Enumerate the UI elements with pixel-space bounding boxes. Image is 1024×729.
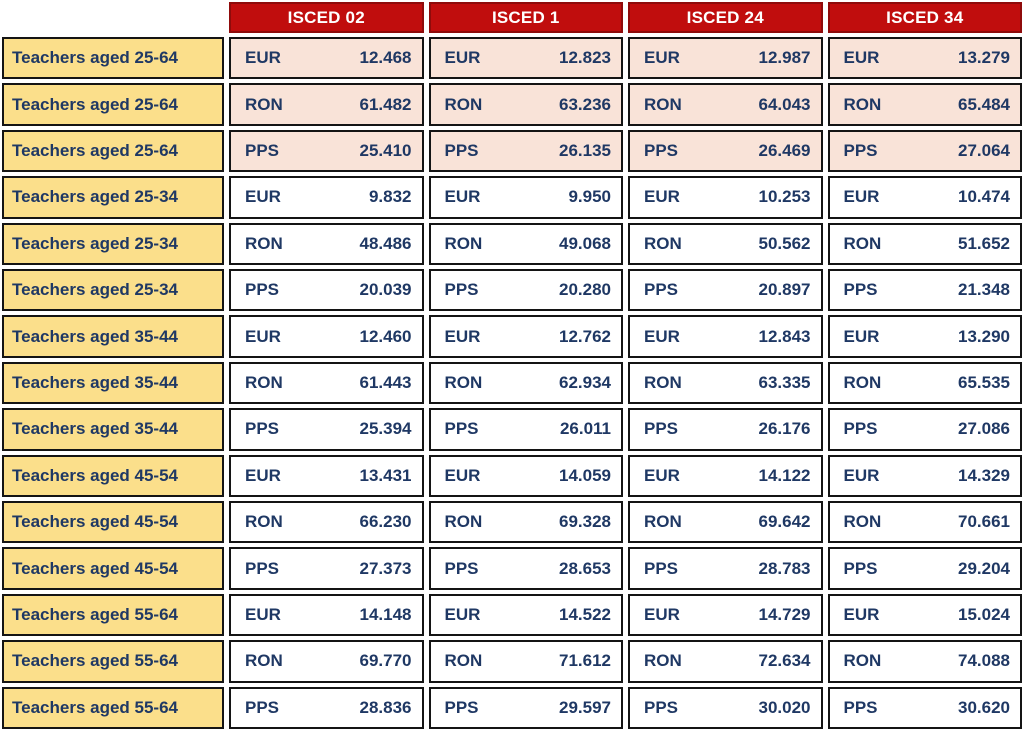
data-cell <box>628 594 823 636</box>
cell-value: 69.328 <box>559 512 611 532</box>
data-cell <box>229 315 424 357</box>
data-cell <box>828 594 1023 636</box>
cell-value: 61.443 <box>359 372 412 392</box>
data-cell <box>628 130 823 172</box>
unit-label: PPS <box>245 280 280 300</box>
cell-value: 74.088 <box>958 651 1010 671</box>
unit-label: RON <box>444 512 483 532</box>
data-cell <box>429 83 624 125</box>
cell-value: 62.934 <box>559 372 611 392</box>
column-header-isced-34: ISCED 34 <box>828 2 1023 33</box>
column-header-isced-02: ISCED 02 <box>229 2 424 33</box>
unit-label: PPS <box>245 140 280 160</box>
cell-value: 69.642 <box>758 512 811 532</box>
unit-label: EUR <box>644 604 680 624</box>
cell-value: 48.486 <box>359 233 412 253</box>
unit-label: EUR <box>444 604 481 624</box>
cell-value: 21.348 <box>958 280 1010 300</box>
cell-value: 65.484 <box>958 94 1010 114</box>
cell-value: 27.086 <box>958 419 1010 439</box>
cell-value: 66.230 <box>359 512 412 532</box>
data-cell <box>429 176 624 218</box>
cell-value: 13.431 <box>359 465 412 485</box>
cell-value: 30.620 <box>958 697 1010 717</box>
unit-label: EUR <box>444 326 481 346</box>
data-cell <box>628 362 823 404</box>
row-label: Teachers aged 55-64 <box>2 640 224 682</box>
unit-label: EUR <box>245 465 281 485</box>
unit-label: RON <box>245 372 283 392</box>
unit-label: RON <box>843 233 882 253</box>
unit-label: RON <box>644 512 682 532</box>
cell-value: 10.253 <box>758 187 811 207</box>
cell-value: 49.068 <box>559 233 611 253</box>
data-cell <box>229 362 424 404</box>
cell-value: 50.562 <box>758 233 811 253</box>
unit-label: RON <box>245 94 283 114</box>
data-cell <box>229 640 424 682</box>
cell-value: 29.204 <box>958 558 1010 578</box>
data-cell <box>429 687 624 729</box>
unit-label: EUR <box>444 187 481 207</box>
data-cell <box>429 223 624 265</box>
cell-value: 12.468 <box>359 48 412 68</box>
cell-value: 25.394 <box>359 419 412 439</box>
data-cell <box>628 176 823 218</box>
unit-label: PPS <box>444 558 479 578</box>
data-cell <box>429 362 624 404</box>
unit-label: PPS <box>644 419 679 439</box>
cell-value: 14.329 <box>958 465 1010 485</box>
unit-label: PPS <box>444 140 479 160</box>
data-cell <box>229 83 424 125</box>
cell-value: 26.469 <box>758 140 811 160</box>
row-label: Teachers aged 35-44 <box>2 362 224 404</box>
unit-label: RON <box>843 372 882 392</box>
unit-label: PPS <box>644 140 679 160</box>
data-cell <box>229 176 424 218</box>
cell-value: 64.043 <box>758 94 811 114</box>
cell-value: 13.290 <box>958 326 1010 346</box>
data-cell <box>628 223 823 265</box>
unit-label: RON <box>644 372 682 392</box>
data-cell <box>828 455 1023 497</box>
cell-value: 10.474 <box>958 187 1010 207</box>
data-cell <box>828 269 1023 311</box>
unit-label: EUR <box>843 187 880 207</box>
unit-label: PPS <box>644 280 679 300</box>
cell-value: 26.011 <box>559 419 611 439</box>
cell-value: 14.059 <box>559 465 611 485</box>
row-label: Teachers aged 35-44 <box>2 408 224 450</box>
data-cell <box>429 269 624 311</box>
data-cell <box>229 37 424 79</box>
data-cell <box>828 83 1023 125</box>
unit-label: RON <box>644 233 682 253</box>
cell-value: 20.897 <box>758 280 811 300</box>
unit-label: EUR <box>843 604 880 624</box>
unit-label: RON <box>245 233 283 253</box>
data-cell <box>828 315 1023 357</box>
unit-label: RON <box>843 512 882 532</box>
cell-value: 20.039 <box>359 280 412 300</box>
cell-value: 63.335 <box>758 372 811 392</box>
unit-label: RON <box>444 372 483 392</box>
unit-label: PPS <box>245 558 280 578</box>
data-cell <box>429 37 624 79</box>
row-label: Teachers aged 25-64 <box>2 130 224 172</box>
unit-label: EUR <box>644 48 680 68</box>
cell-value: 26.176 <box>758 419 811 439</box>
unit-label: PPS <box>444 697 479 717</box>
data-cell <box>229 269 424 311</box>
unit-label: EUR <box>843 326 880 346</box>
unit-label: EUR <box>245 604 281 624</box>
data-cell <box>628 687 823 729</box>
unit-label: PPS <box>843 558 878 578</box>
cell-value: 12.460 <box>359 326 412 346</box>
unit-label: PPS <box>843 140 878 160</box>
row-label: Teachers aged 35-44 <box>2 315 224 357</box>
data-cell <box>229 130 424 172</box>
cell-value: 15.024 <box>958 604 1010 624</box>
cell-value: 14.122 <box>758 465 811 485</box>
data-cell <box>229 408 424 450</box>
unit-label: PPS <box>245 697 280 717</box>
cell-value: 51.652 <box>958 233 1010 253</box>
unit-label: EUR <box>444 48 481 68</box>
cell-value: 12.823 <box>559 48 611 68</box>
cell-value: 14.729 <box>758 604 811 624</box>
row-label: Teachers aged 45-54 <box>2 455 224 497</box>
row-label: Teachers aged 25-64 <box>2 37 224 79</box>
unit-label: EUR <box>444 465 481 485</box>
corner-cell <box>2 2 224 33</box>
cell-value: 14.148 <box>359 604 412 624</box>
data-cell <box>429 455 624 497</box>
column-header-isced-1: ISCED 1 <box>429 2 624 33</box>
unit-label: PPS <box>444 419 479 439</box>
unit-label: PPS <box>644 558 679 578</box>
data-cell <box>828 640 1023 682</box>
row-label: Teachers aged 55-64 <box>2 594 224 636</box>
cell-value: 30.020 <box>758 697 811 717</box>
data-cell <box>828 223 1023 265</box>
row-label: Teachers aged 25-64 <box>2 83 224 125</box>
data-cell <box>628 315 823 357</box>
cell-value: 65.535 <box>958 372 1010 392</box>
data-cell <box>828 37 1023 79</box>
data-cell <box>628 83 823 125</box>
cell-value: 12.843 <box>758 326 811 346</box>
data-cell <box>229 547 424 589</box>
data-cell <box>828 408 1023 450</box>
cell-value: 69.770 <box>359 651 412 671</box>
unit-label: EUR <box>644 326 680 346</box>
cell-value: 26.135 <box>559 140 611 160</box>
unit-label: PPS <box>843 280 878 300</box>
row-label: Teachers aged 25-34 <box>2 269 224 311</box>
cell-value: 12.987 <box>758 48 811 68</box>
unit-label: EUR <box>644 187 680 207</box>
row-label: Teachers aged 55-64 <box>2 687 224 729</box>
unit-label: EUR <box>644 465 680 485</box>
row-label: Teachers aged 45-54 <box>2 501 224 543</box>
data-cell <box>628 640 823 682</box>
unit-label: RON <box>444 651 483 671</box>
data-cell <box>429 594 624 636</box>
cell-value: 27.373 <box>359 558 412 578</box>
row-label: Teachers aged 45-54 <box>2 547 224 589</box>
data-cell <box>828 547 1023 589</box>
column-header-isced-24: ISCED 24 <box>628 2 823 33</box>
cell-value: 63.236 <box>559 94 611 114</box>
data-cell <box>828 130 1023 172</box>
cell-value: 27.064 <box>958 140 1010 160</box>
data-cell <box>828 501 1023 543</box>
data-cell <box>429 640 624 682</box>
unit-label: RON <box>843 651 882 671</box>
unit-label: PPS <box>444 280 479 300</box>
cell-value: 72.634 <box>758 651 811 671</box>
unit-label: RON <box>644 651 682 671</box>
data-cell <box>229 223 424 265</box>
unit-label: EUR <box>245 48 281 68</box>
cell-value: 70.661 <box>958 512 1010 532</box>
data-cell <box>628 455 823 497</box>
data-cell <box>828 687 1023 729</box>
unit-label: EUR <box>245 187 281 207</box>
row-label: Teachers aged 25-34 <box>2 176 224 218</box>
unit-label: PPS <box>843 419 878 439</box>
data-cell <box>828 176 1023 218</box>
unit-label: RON <box>245 651 283 671</box>
cell-value: 14.522 <box>559 604 611 624</box>
data-cell <box>229 501 424 543</box>
cell-value: 28.653 <box>559 558 611 578</box>
cell-value: 28.783 <box>758 558 811 578</box>
cell-value: 28.836 <box>359 697 412 717</box>
data-cell <box>828 362 1023 404</box>
data-cell <box>229 455 424 497</box>
data-cell <box>628 547 823 589</box>
unit-label: EUR <box>843 48 880 68</box>
cell-value: 71.612 <box>559 651 611 671</box>
unit-label: RON <box>245 512 283 532</box>
unit-label: RON <box>843 94 882 114</box>
cell-value: 29.597 <box>559 697 611 717</box>
unit-label: RON <box>444 94 483 114</box>
data-cell <box>628 269 823 311</box>
data-cell <box>628 37 823 79</box>
data-cell <box>229 687 424 729</box>
data-cell <box>429 501 624 543</box>
cell-value: 13.279 <box>958 48 1010 68</box>
unit-label: EUR <box>245 326 281 346</box>
unit-label: PPS <box>644 697 679 717</box>
data-cell <box>429 547 624 589</box>
cell-value: 25.410 <box>359 140 412 160</box>
salary-table <box>2 2 1022 729</box>
data-cell <box>429 408 624 450</box>
cell-value: 9.832 <box>368 187 412 207</box>
data-cell <box>429 130 624 172</box>
unit-label: EUR <box>843 465 880 485</box>
row-label: Teachers aged 25-34 <box>2 223 224 265</box>
data-cell <box>628 408 823 450</box>
unit-label: RON <box>644 94 682 114</box>
unit-label: PPS <box>843 697 878 717</box>
data-cell <box>429 315 624 357</box>
cell-value: 12.762 <box>559 326 611 346</box>
cell-value: 61.482 <box>359 94 412 114</box>
cell-value: 9.950 <box>568 187 611 207</box>
cell-value: 20.280 <box>559 280 611 300</box>
data-cell <box>229 594 424 636</box>
unit-label: PPS <box>245 419 280 439</box>
data-cell <box>628 501 823 543</box>
unit-label: RON <box>444 233 483 253</box>
